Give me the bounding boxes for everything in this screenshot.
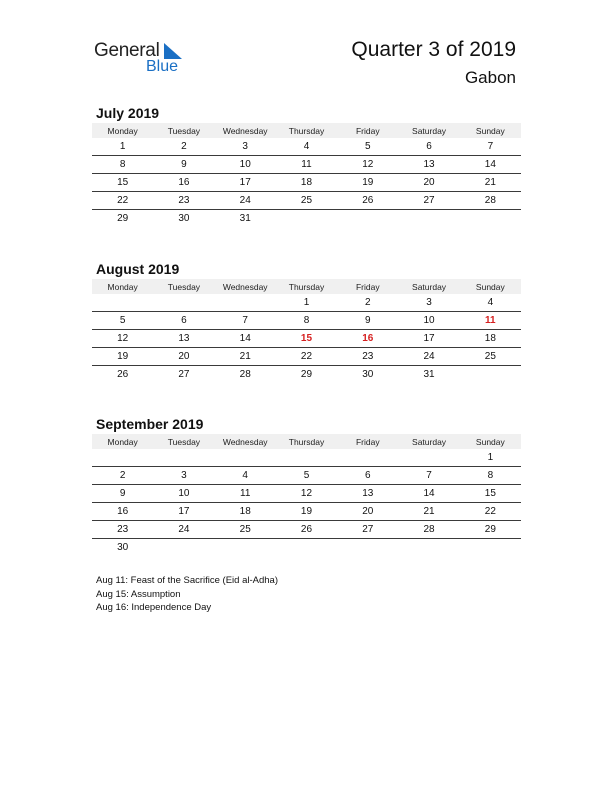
month-block xyxy=(92,103,521,227)
month-calendar-table xyxy=(92,279,521,383)
day-cell xyxy=(215,449,276,467)
day-cell: 31 xyxy=(423,369,435,380)
day-cell: 13 xyxy=(398,156,459,174)
day-cell: 24 xyxy=(215,192,276,210)
week-row xyxy=(92,348,521,366)
day-cell: 6 xyxy=(398,138,459,156)
month-title: September 2019 xyxy=(96,416,204,432)
day-cell xyxy=(276,210,337,228)
weekday-header: Tuesday xyxy=(153,434,214,449)
weekday-header: Saturday xyxy=(398,279,459,294)
day-cell: 18 xyxy=(215,503,276,521)
day-cell xyxy=(398,210,459,228)
month-title: August 2019 xyxy=(96,261,180,277)
week-row xyxy=(92,312,521,330)
day-cell: 6 xyxy=(153,312,214,330)
weekday-header: Tuesday xyxy=(153,279,214,294)
day-cell: 22 xyxy=(276,348,337,366)
holiday-note: Aug 16: Independence Day xyxy=(96,602,212,613)
week-row xyxy=(92,210,521,228)
day-cell: 25 xyxy=(460,348,521,366)
week-row xyxy=(92,467,521,485)
weekday-header: Wednesday xyxy=(215,279,276,294)
logo-blue-text: Blue xyxy=(146,58,179,75)
day-cell: 20 xyxy=(337,503,398,521)
day-cell: 29 xyxy=(300,369,313,380)
day-cell: 5 xyxy=(92,312,153,330)
day-cell: 2 xyxy=(92,467,153,485)
day-cell: 6 xyxy=(337,467,398,485)
weekday-header-row xyxy=(92,434,521,449)
day-cell: 20 xyxy=(153,348,214,366)
weekday-header: Sunday xyxy=(460,123,521,138)
day-cell: 8 xyxy=(276,312,337,330)
weekday-header: Wednesday xyxy=(215,434,276,449)
month-block xyxy=(92,414,521,556)
day-cell: 3 xyxy=(398,294,459,312)
day-cell xyxy=(276,539,337,557)
day-cell: 7 xyxy=(215,312,276,330)
page-title: Quarter 3 of 2019 xyxy=(351,38,516,61)
day-cell: 9 xyxy=(337,312,398,330)
day-cell: 12 xyxy=(92,330,153,348)
holiday-notes xyxy=(96,574,278,615)
day-cell: 16 xyxy=(153,174,214,192)
day-cell: 10 xyxy=(215,156,276,174)
day-cell: 24 xyxy=(398,348,459,366)
day-cell xyxy=(215,294,276,312)
day-cell: 27 xyxy=(398,192,459,210)
week-row xyxy=(92,521,521,539)
week-row xyxy=(92,294,521,312)
day-cell: 16 xyxy=(337,330,398,348)
weekday-header: Monday xyxy=(92,434,153,449)
holiday-note: Aug 15: Assumption xyxy=(96,588,181,600)
month-title: July 2019 xyxy=(96,105,160,121)
day-cell: 12 xyxy=(337,156,398,174)
day-cell: 1 xyxy=(92,138,153,156)
day-cell: 16 xyxy=(92,503,153,521)
day-cell xyxy=(337,539,398,557)
day-cell: 28 xyxy=(398,521,459,539)
day-cell: 23 xyxy=(153,192,214,210)
day-cell: 2 xyxy=(153,138,214,156)
day-cell: 18 xyxy=(276,174,337,192)
day-cell: 31 xyxy=(239,213,251,224)
day-cell: 26 xyxy=(117,369,129,380)
day-cell: 5 xyxy=(337,138,398,156)
day-cell: 25 xyxy=(215,521,276,539)
day-cell: 17 xyxy=(215,174,276,192)
weekday-header: Thursday xyxy=(276,434,337,449)
weekday-header: Wednesday xyxy=(215,123,276,138)
day-cell: 18 xyxy=(460,330,521,348)
holiday-note: Aug 11: Feast of the Sacrifice (Eid al-Adha) xyxy=(96,575,278,586)
weekday-header: Sunday xyxy=(460,279,521,294)
week-row xyxy=(92,192,521,210)
day-cell: 20 xyxy=(398,174,459,192)
day-cell: 28 xyxy=(239,369,251,380)
day-cell xyxy=(153,294,214,312)
day-cell: 8 xyxy=(460,467,521,485)
day-cell: 21 xyxy=(460,174,521,192)
day-cell: 19 xyxy=(337,174,398,192)
day-cell: 1 xyxy=(460,449,521,467)
week-row xyxy=(92,539,521,557)
day-cell xyxy=(215,539,276,557)
day-cell: 29 xyxy=(117,213,129,224)
day-cell: 3 xyxy=(153,467,214,485)
month-calendar-table xyxy=(92,123,521,227)
day-cell: 7 xyxy=(460,138,521,156)
country-name: Gabon xyxy=(464,68,516,87)
weekday-header: Thursday xyxy=(276,123,337,138)
day-cell: 11 xyxy=(215,485,276,503)
day-cell: 13 xyxy=(153,330,214,348)
day-cell: 4 xyxy=(276,138,337,156)
day-cell: 3 xyxy=(215,138,276,156)
day-cell: 14 xyxy=(215,330,276,348)
weekday-header-row xyxy=(92,279,521,294)
logo xyxy=(94,40,194,80)
month-calendar-table xyxy=(92,434,521,556)
logo-general-text: General xyxy=(94,40,160,61)
day-cell xyxy=(337,449,398,467)
month-block xyxy=(92,259,521,383)
weekday-header-row xyxy=(92,123,521,138)
day-cell xyxy=(398,539,459,557)
day-cell: 14 xyxy=(398,485,459,503)
day-cell: 14 xyxy=(460,156,521,174)
day-cell: 19 xyxy=(276,503,337,521)
day-cell xyxy=(92,449,153,467)
day-cell: 30 xyxy=(178,213,190,224)
week-row xyxy=(92,138,521,156)
day-cell: 28 xyxy=(460,192,521,210)
day-cell xyxy=(153,449,214,467)
day-cell: 13 xyxy=(337,485,398,503)
day-cell: 17 xyxy=(153,503,214,521)
week-row xyxy=(92,503,521,521)
day-cell: 15 xyxy=(92,174,153,192)
weekday-header: Thursday xyxy=(276,279,337,294)
weekday-header: Saturday xyxy=(398,123,459,138)
day-cell: 7 xyxy=(398,467,459,485)
day-cell: 29 xyxy=(460,521,521,539)
day-cell: 22 xyxy=(460,503,521,521)
day-cell: 5 xyxy=(276,467,337,485)
day-cell: 26 xyxy=(276,521,337,539)
week-row xyxy=(92,174,521,192)
week-row xyxy=(92,485,521,503)
day-cell: 4 xyxy=(215,467,276,485)
day-cell: 30 xyxy=(362,369,374,380)
day-cell: 25 xyxy=(276,192,337,210)
day-cell: 19 xyxy=(92,348,153,366)
day-cell: 2 xyxy=(337,294,398,312)
weekday-header: Friday xyxy=(337,434,398,449)
day-cell xyxy=(460,366,521,384)
day-cell: 27 xyxy=(337,521,398,539)
day-cell xyxy=(276,449,337,467)
weekday-header: Saturday xyxy=(398,434,459,449)
day-cell: 22 xyxy=(92,192,153,210)
weekday-header: Friday xyxy=(337,123,398,138)
day-cell: 17 xyxy=(398,330,459,348)
day-cell: 21 xyxy=(215,348,276,366)
day-cell: 9 xyxy=(92,485,153,503)
day-cell: 1 xyxy=(276,294,337,312)
weekday-header: Monday xyxy=(92,123,153,138)
day-cell: 24 xyxy=(153,521,214,539)
weekday-header: Sunday xyxy=(460,434,521,449)
day-cell xyxy=(398,449,459,467)
day-cell xyxy=(92,294,153,312)
day-cell: 30 xyxy=(117,542,129,553)
weekday-header: Friday xyxy=(337,279,398,294)
week-row xyxy=(92,449,521,467)
day-cell: 15 xyxy=(460,485,521,503)
day-cell: 10 xyxy=(153,485,214,503)
day-cell xyxy=(337,210,398,228)
week-row xyxy=(92,366,521,384)
day-cell: 15 xyxy=(276,330,337,348)
day-cell xyxy=(153,539,214,557)
week-row xyxy=(92,330,521,348)
day-cell: 11 xyxy=(460,312,521,330)
weekday-header: Monday xyxy=(92,279,153,294)
day-cell xyxy=(460,210,521,228)
day-cell: 23 xyxy=(92,521,153,539)
day-cell: 12 xyxy=(276,485,337,503)
day-cell: 26 xyxy=(337,192,398,210)
day-cell: 21 xyxy=(398,503,459,521)
day-cell: 4 xyxy=(460,294,521,312)
weekday-header: Tuesday xyxy=(153,123,214,138)
week-row xyxy=(92,156,521,174)
day-cell: 27 xyxy=(178,369,190,380)
day-cell: 11 xyxy=(276,156,337,174)
day-cell: 9 xyxy=(153,156,214,174)
day-cell xyxy=(460,539,521,557)
day-cell: 10 xyxy=(398,312,459,330)
day-cell: 23 xyxy=(337,348,398,366)
day-cell: 8 xyxy=(92,156,153,174)
